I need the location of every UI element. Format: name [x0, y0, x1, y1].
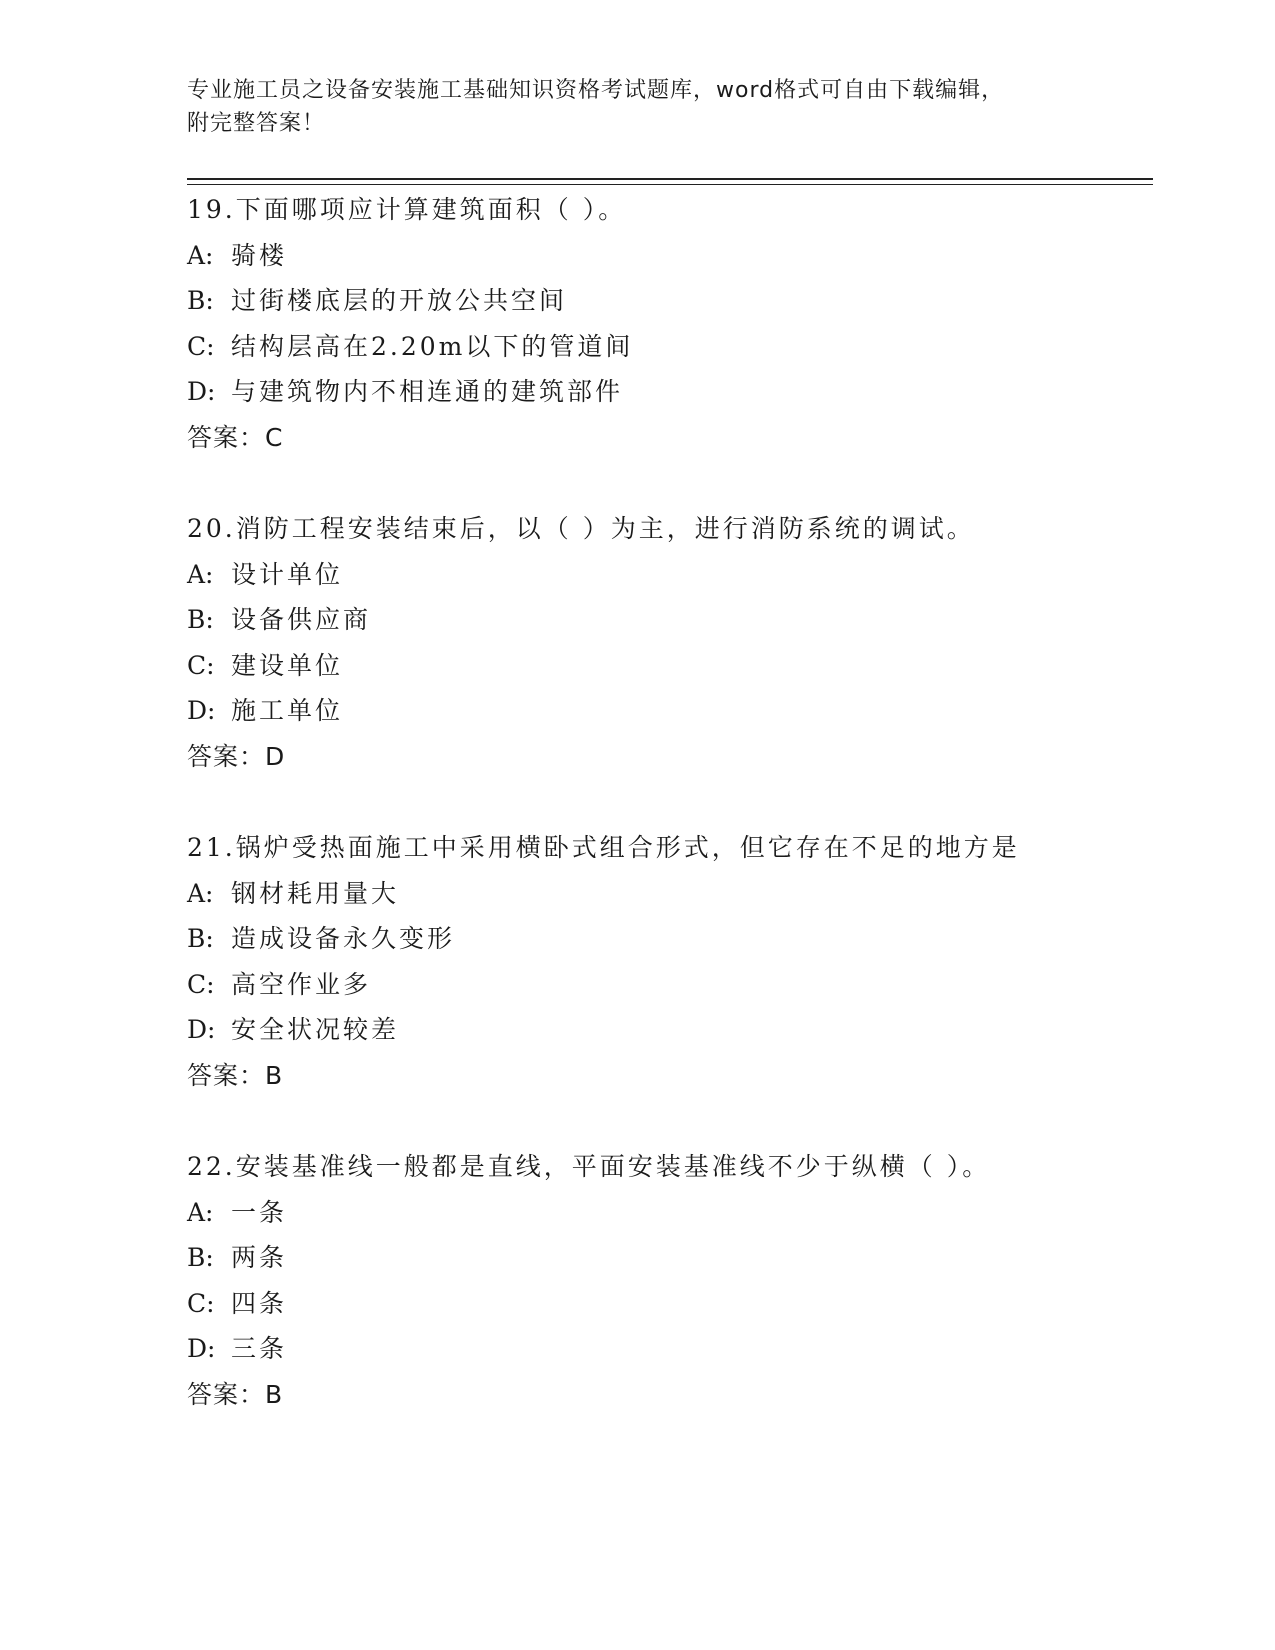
answer-line: 答案：D: [187, 741, 286, 771]
option-text: 结构层高在2.20m以下的管道间: [231, 331, 634, 361]
question-stem: 20.消防工程安装结束后，以（ ）为主，进行消防系统的调试。: [187, 514, 975, 543]
option-c: [187, 962, 1147, 1008]
option-key: A:: [187, 240, 214, 270]
option-d: [187, 688, 1147, 734]
option-text: 高空作业多: [231, 969, 372, 999]
option-text: 施工单位: [231, 696, 344, 725]
question-21: [187, 825, 1147, 1098]
option-key: C:: [187, 1288, 215, 1318]
option-a: [187, 233, 1147, 279]
question-stem: 21.锅炉受热面施工中采用横卧式组合形式，但它存在不足的地方是: [187, 833, 1020, 862]
option-b: [187, 1235, 1147, 1281]
option-text: 建设单位: [231, 650, 344, 680]
option-c: [187, 324, 1147, 370]
option-key: B:: [187, 605, 214, 634]
document-header: [187, 74, 1067, 140]
option-text: 过街楼底层的开放公共空间: [231, 286, 568, 315]
option-key: B:: [187, 1243, 214, 1272]
option-text: 与建筑物内不相连通的建筑部件: [231, 377, 624, 406]
option-a: [187, 871, 1147, 917]
question-22: [187, 1144, 1147, 1417]
option-key: B:: [187, 286, 214, 315]
option-a: [187, 552, 1147, 598]
option-d: [187, 1326, 1147, 1372]
option-key: A:: [187, 559, 214, 589]
answer-line: 答案：C: [187, 422, 284, 452]
option-c: [187, 1281, 1147, 1327]
option-text: 设备供应商: [231, 605, 372, 634]
header-line-2: 附完整答案！: [187, 111, 326, 136]
question-19: [187, 187, 1147, 460]
option-key: D:: [187, 377, 216, 406]
option-text: 两条: [231, 1243, 288, 1272]
option-key: C:: [187, 969, 215, 999]
option-b: [187, 278, 1147, 324]
option-a: [187, 1190, 1147, 1236]
option-text: 造成设备永久变形: [231, 924, 456, 953]
option-key: C:: [187, 331, 215, 361]
option-key: C:: [187, 650, 215, 680]
option-key: D:: [187, 1334, 216, 1363]
option-key: B:: [187, 924, 214, 953]
question-stem: 22.安装基准线一般都是直线，平面安装基准线不少于纵横（ ）。: [187, 1152, 991, 1181]
option-d: [187, 1007, 1147, 1053]
answer-line: 答案：B: [187, 1379, 284, 1409]
question-20: [187, 506, 1147, 779]
option-b: [187, 916, 1147, 962]
option-text: 三条: [231, 1334, 288, 1363]
option-c: [187, 643, 1147, 689]
option-text: 安全状况较差: [231, 1015, 400, 1044]
option-text: 四条: [231, 1288, 288, 1318]
header-divider-thin: [187, 184, 1153, 185]
option-text: 骑楼: [231, 240, 288, 270]
option-d: [187, 369, 1147, 415]
header-line-1: 专业施工员之设备安装施工基础知识资格考试题库，word格式可自由下载编辑，: [187, 78, 1005, 103]
option-key: A:: [187, 878, 214, 908]
question-stem: 19.下面哪项应计算建筑面积（ ）。: [187, 195, 627, 224]
option-key: D:: [187, 1015, 216, 1044]
option-text: 一条: [231, 1197, 288, 1227]
option-key: A:: [187, 1197, 214, 1227]
option-key: D:: [187, 696, 216, 725]
header-divider-thick: [187, 178, 1153, 180]
option-text: 设计单位: [231, 559, 344, 589]
answer-line: 答案：B: [187, 1060, 284, 1090]
option-text: 钢材耗用量大: [231, 878, 400, 908]
option-b: [187, 597, 1147, 643]
